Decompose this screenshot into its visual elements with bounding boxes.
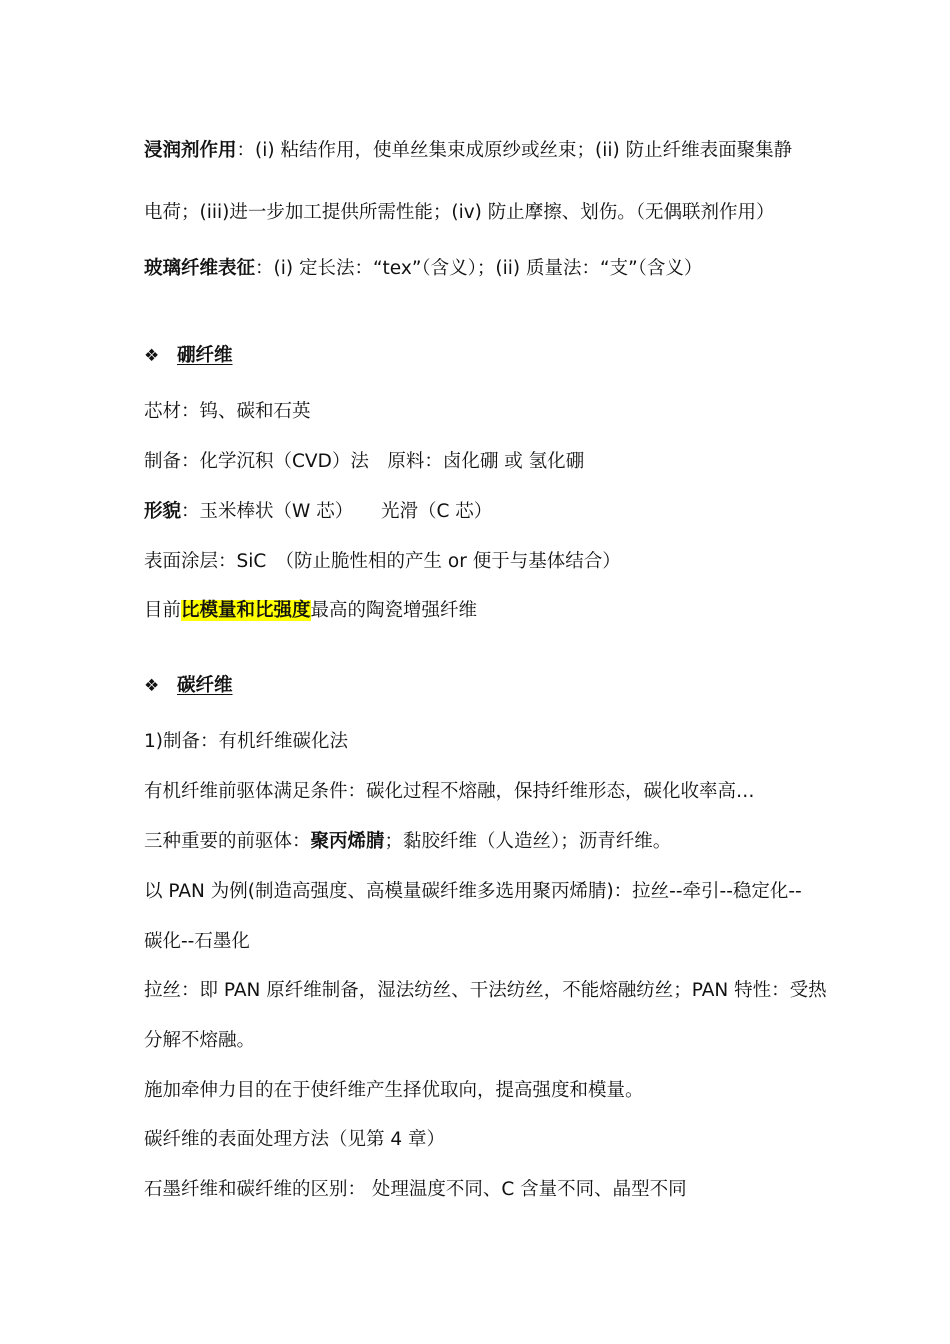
tension-line: 施加牵伸力目的在于使纤维产生择优取向，提高强度和模量。 bbox=[144, 1080, 644, 1101]
boron-morphology-line bbox=[144, 499, 492, 525]
spinning-line-1: 拉丝：即 PAN 原纤维制备，湿法纺丝、干法纺丝，不能熔融纺丝；PAN 特性：受热 bbox=[144, 980, 827, 1001]
carbon-section-heading bbox=[144, 673, 233, 699]
characterization-text: ：(i) 定长法：“tex”（含义）；(ii) 质量法：“支”（含义） bbox=[255, 258, 703, 279]
boron-coating-line: 表面涂层：SiC （防止脆性相的产生 or 便于与基体结合） bbox=[144, 551, 621, 572]
boron-section-heading bbox=[144, 343, 233, 369]
sizing-line-1 bbox=[144, 138, 792, 164]
boron-title: 硼纤维 bbox=[177, 345, 233, 366]
three-precursors-line bbox=[144, 829, 671, 855]
highlighted-term: 比模量和比强度 bbox=[181, 600, 311, 621]
boron-highest-line bbox=[144, 598, 477, 624]
sizing-text-1: ：(i) 粘结作用，使单丝集束成原纱或丝束；(ii) 防止纤维表面聚集静 bbox=[236, 140, 793, 161]
three-precursors-suffix: ；黏胶纤维（人造丝）；沥青纤维。 bbox=[384, 831, 672, 852]
graphite-difference-line: 石墨纤维和碳纤维的区别： 处理温度不同、C 含量不同、晶型不同 bbox=[144, 1179, 687, 1200]
sizing-term: 浸润剂作用 bbox=[144, 140, 237, 161]
spinning-line-2: 分解不熔融。 bbox=[144, 1030, 256, 1051]
boron-prep-line: 制备：化学沉积（CVD）法 原料：卤化硼 或 氢化硼 bbox=[144, 451, 585, 472]
surface-treatment-line: 碳纤维的表面处理方法（见第 4 章） bbox=[144, 1129, 446, 1150]
carbon-title: 碳纤维 bbox=[177, 675, 233, 696]
precursor-condition-line: 有机纤维前驱体满足条件：碳化过程不熔融，保持纤维形态，碳化收率高… bbox=[144, 781, 755, 802]
glass-characterization-line bbox=[144, 256, 702, 282]
pan-process-line-1: 以 PAN 为例(制造高强度、高模量碳纤维多选用聚丙烯腈)：拉丝--牵引--稳定化-- bbox=[144, 881, 802, 902]
diamond-bullet-icon: ❖ bbox=[144, 346, 160, 366]
diamond-bullet-icon: ❖ bbox=[144, 676, 160, 696]
morphology-term: 形貌 bbox=[144, 501, 182, 522]
highest-prefix: 目前 bbox=[144, 600, 182, 621]
three-precursors-prefix: 三种重要的前驱体： bbox=[144, 831, 311, 852]
morphology-text: ：玉米棒状（W 芯） 光滑（C 芯） bbox=[181, 501, 493, 522]
pan-process-line-2: 碳化--石墨化 bbox=[144, 931, 250, 952]
sizing-line-2: 电荷；(iii)进一步加工提供所需性能；(iv) 防止摩擦、划伤。（无偶联剂作用） bbox=[144, 202, 775, 223]
carbon-prep-line: 1)制备：有机纤维碳化法 bbox=[144, 731, 348, 752]
characterization-term: 玻璃纤维表征 bbox=[144, 258, 256, 279]
pan-term: 聚丙烯腈 bbox=[310, 831, 385, 852]
highest-suffix: 最高的陶瓷增强纤维 bbox=[310, 600, 478, 621]
boron-core-line: 芯材：钨、碳和石英 bbox=[144, 401, 311, 422]
